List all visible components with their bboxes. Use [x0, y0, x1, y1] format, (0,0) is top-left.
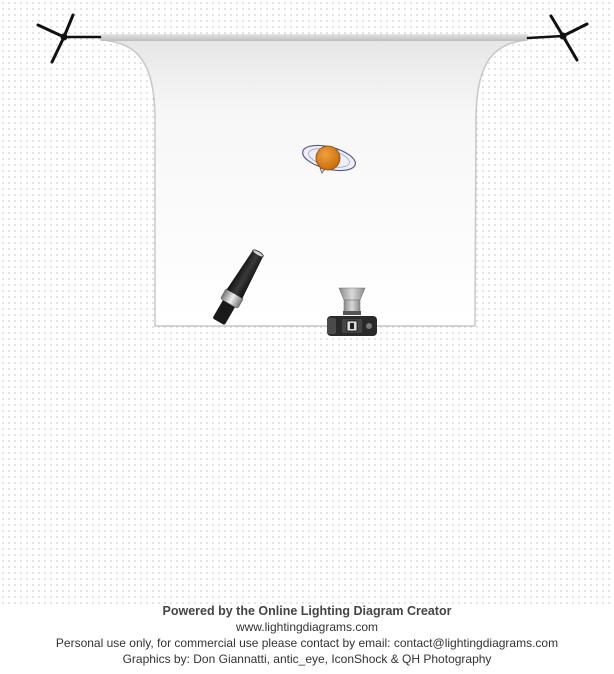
license-text: Personal use only, for commercial use please contact by email: contact@lightingdiagrams.com: [55, 636, 559, 650]
camera-grip-left: [327, 318, 336, 334]
website-link[interactable]: www.lightingdiagrams.com: [235, 620, 379, 634]
powered-by-text: Powered by the Online Lighting Diagram Creator: [162, 604, 452, 618]
camera-dial: [366, 323, 372, 329]
light-stand-left[interactable]: [38, 15, 100, 62]
light-stand-right[interactable]: [528, 16, 587, 60]
diagram-footer: [0, 603, 614, 667]
backdrop-paper: [104, 40, 526, 326]
camera-lens-ring: [343, 311, 361, 315]
backdrop-roll: [100, 34, 528, 41]
backdrop[interactable]: [100, 34, 528, 326]
camera-lens: [344, 300, 360, 312]
credits-text: Graphics by: Don Giannatti, antic_eye, IconShock & QH Photography: [122, 652, 492, 666]
subject-hair: [316, 146, 340, 170]
